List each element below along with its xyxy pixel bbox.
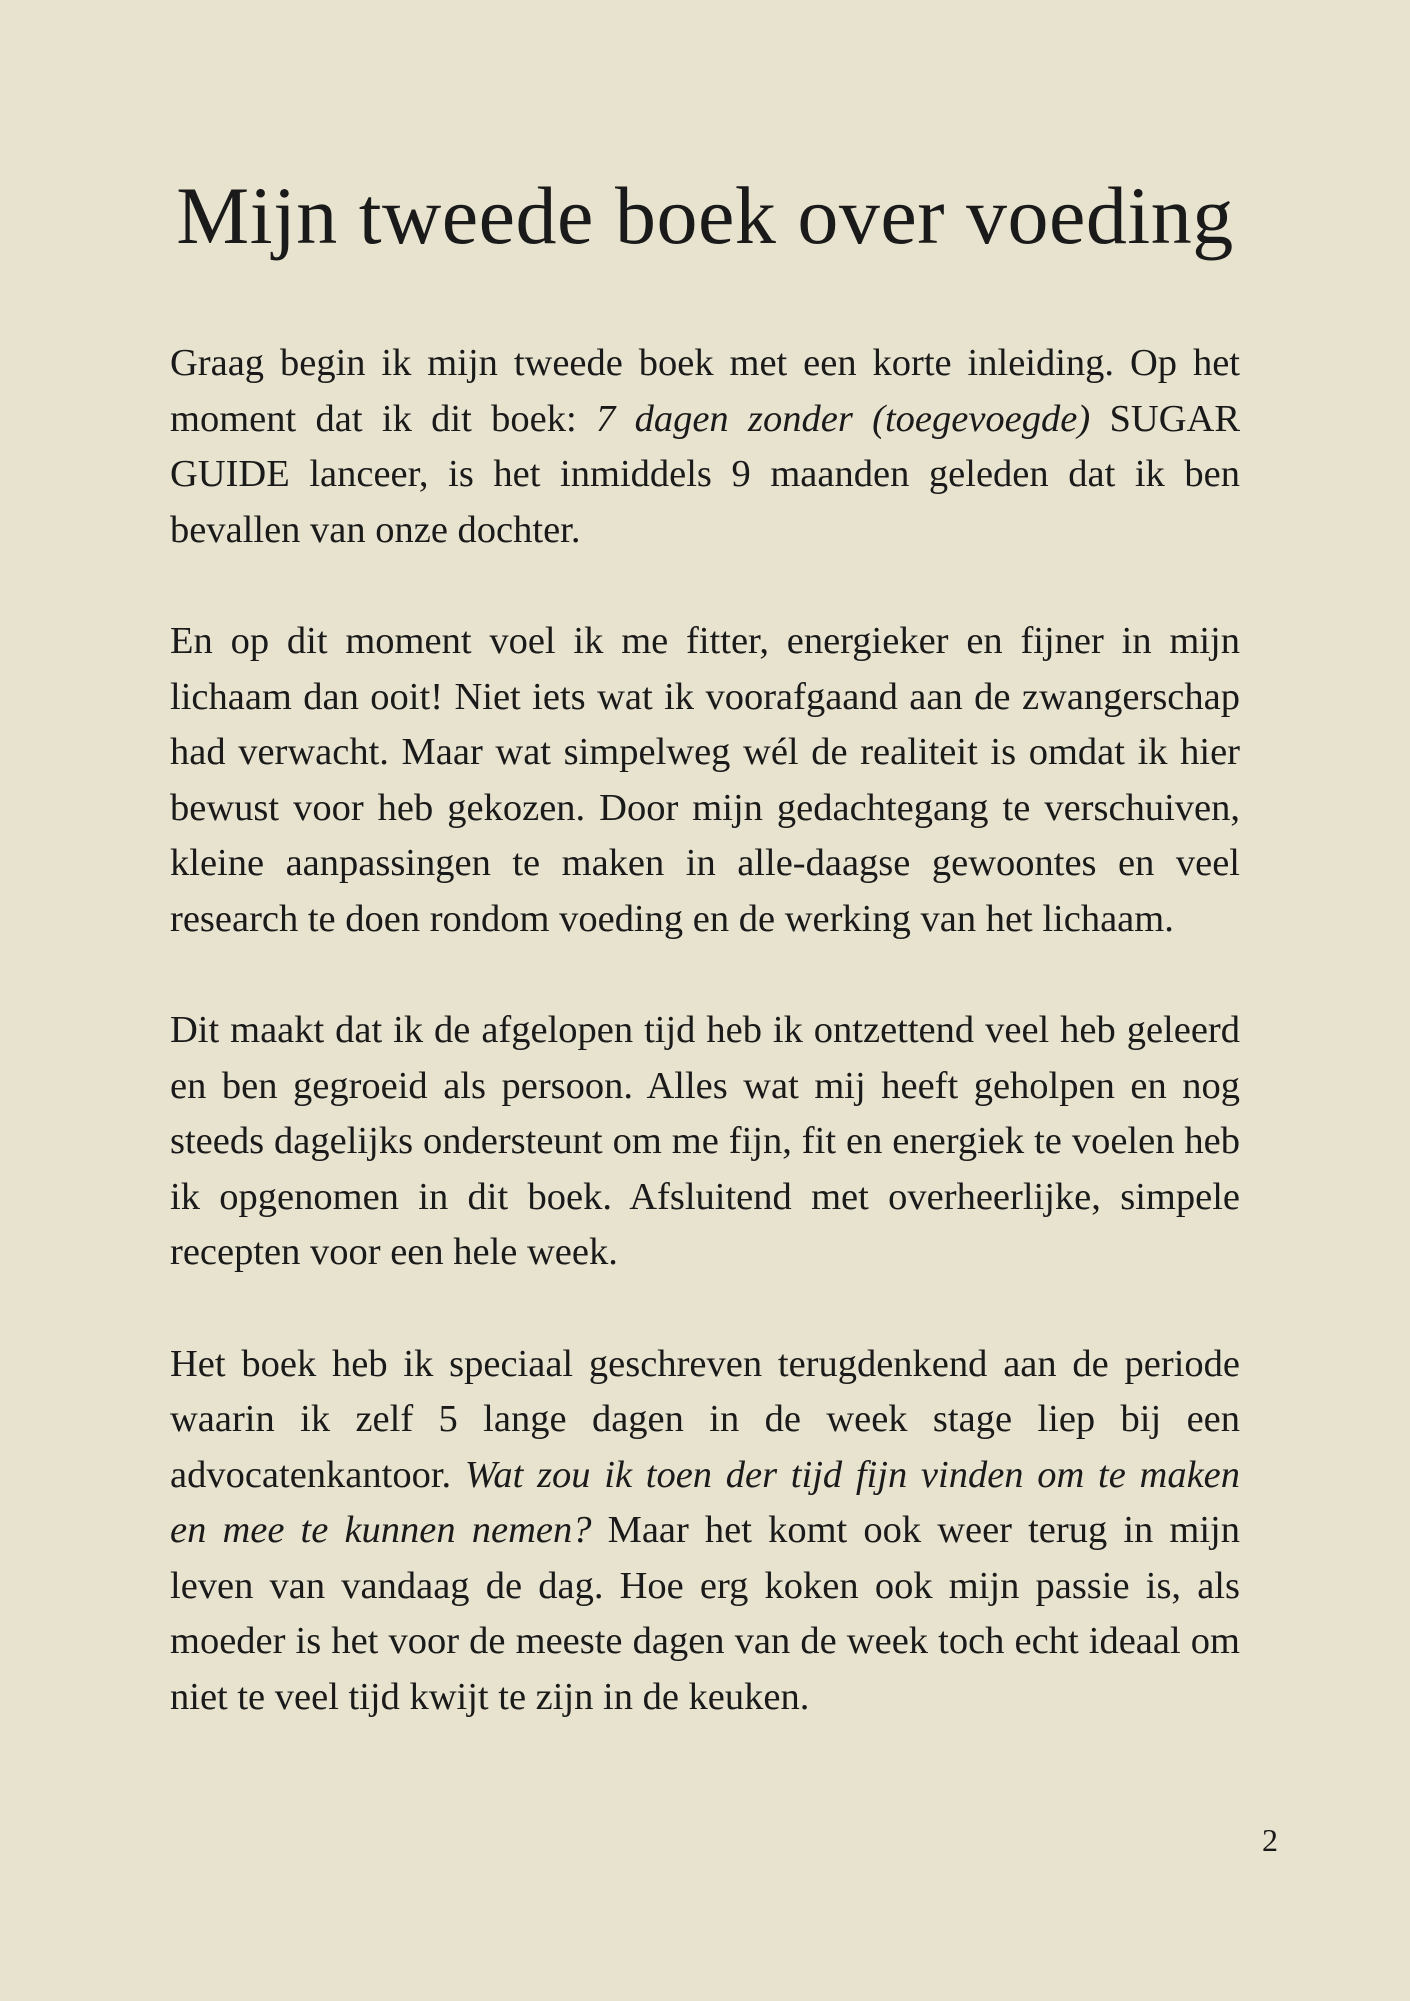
book-title-emphasis: 7 dagen zonder (toegevoegde) [596,397,1091,440]
paragraph-energy-text: En op dit moment voel ik me fitter, energieker en fijner in mijn lichaam dan ooit! Niet iets wat ik voorafgaand aan de zwangerschap had verwacht. Maar wat simpelweg wél de realiteit is omdat ik hier bewust voor heb gekozen. Door mijn gedachtegang te verschuiven, kleine aanpassingen te maken in alle-daagse gewoontes en veel research te doen rondom voeding en de werking van het lichaam. [170,620,1240,940]
paragraph-purpose-text-a: Het boek heb ik speciaal geschreven terugdenkend aan de periode waarin ik zelf 5 lange dagen in de week stage liep bij een advocatenkantoor. [170,1342,1240,1496]
paragraph-intro-text-a: Graag begin ik mijn tweede boek met een korte inleiding. Op het moment dat ik dit boek: [170,342,1240,440]
paragraph-intro-text-b: SUGAR GUIDE lanceer, is het inmiddels 9 maanden geleden dat ik ben bevallen van onze dochter. [170,397,1241,551]
paragraph-intro [170,336,1240,558]
page-number: 2 [1262,1822,1278,1858]
paragraph-growth [170,1003,1240,1281]
question-emphasis: Wat zou ik toen der tijd fijn vinden om te maken en mee te kunnen nemen? [170,1453,1240,1551]
body-text [170,336,1240,1781]
paragraph-energy [170,614,1240,947]
paragraph-purpose [170,1337,1240,1726]
page-title: Mijn tweede boek over voeding [176,170,1234,261]
paragraph-growth-text: Dit maakt dat ik de afgelopen tijd heb ik ontzettend veel heb geleerd en ben gegroeid als persoon. Alles wat mij heeft geholpen en nog steeds dagelijks ondersteunt om me fijn, fit en energiek te voelen heb ik opgenomen in dit boek. Afsluitend met overheerlijke, simpele recepten voor een hele week. [170,1009,1240,1273]
paragraph-purpose-text-b: Maar het komt ook weer terug in mijn leven van vandaag de dag. Hoe erg koken ook mijn passie is, als moeder is het voor de meeste dagen van de week toch echt ideaal om niet te veel tijd kwijt te zijn in de keuken. [170,1509,1240,1718]
